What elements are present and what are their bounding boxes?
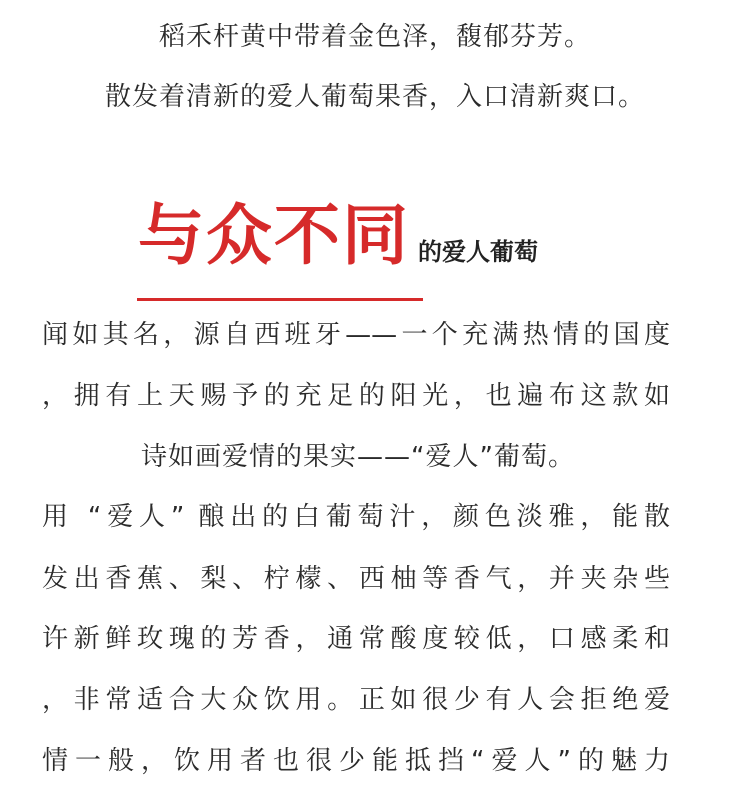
section-heading xyxy=(138,196,538,276)
body-line: 情一般，饮用者也很少能抵挡“爱人”的魅力 xyxy=(42,746,670,776)
body-line: 许新鲜玫瑰的芳香，通常酸度较低，口感柔和 xyxy=(42,624,670,654)
body-line: 发出香蕉、梨、柠檬、西柚等香气，并夹杂些 xyxy=(42,564,670,594)
heading-sub-text: 的爱人葡萄 xyxy=(418,238,538,266)
body-line: 诗如画爱情的果实——“爱人”葡萄。 xyxy=(141,442,575,472)
body-line: 用 “爱人” 酿出的白葡萄汁，颜色淡雅，能散 xyxy=(42,502,670,532)
body-line: ，拥有上天赐予的充足的阳光，也遍布这款如 xyxy=(42,381,670,411)
intro-line-2: 散发着清新的爱人葡萄果香，入口清新爽口。 xyxy=(104,82,645,112)
body-line: 闻如其名，源自西班牙——一个充满热情的国度 xyxy=(42,320,670,350)
intro-line-1: 稻禾杆黄中带着金色泽，馥郁芬芳。 xyxy=(158,22,591,52)
body-line: ，非常适合大众饮用。正如很少有人会拒绝爱 xyxy=(42,685,670,715)
heading-main-text: 与众不同 xyxy=(138,197,410,274)
heading-underline xyxy=(137,298,423,301)
